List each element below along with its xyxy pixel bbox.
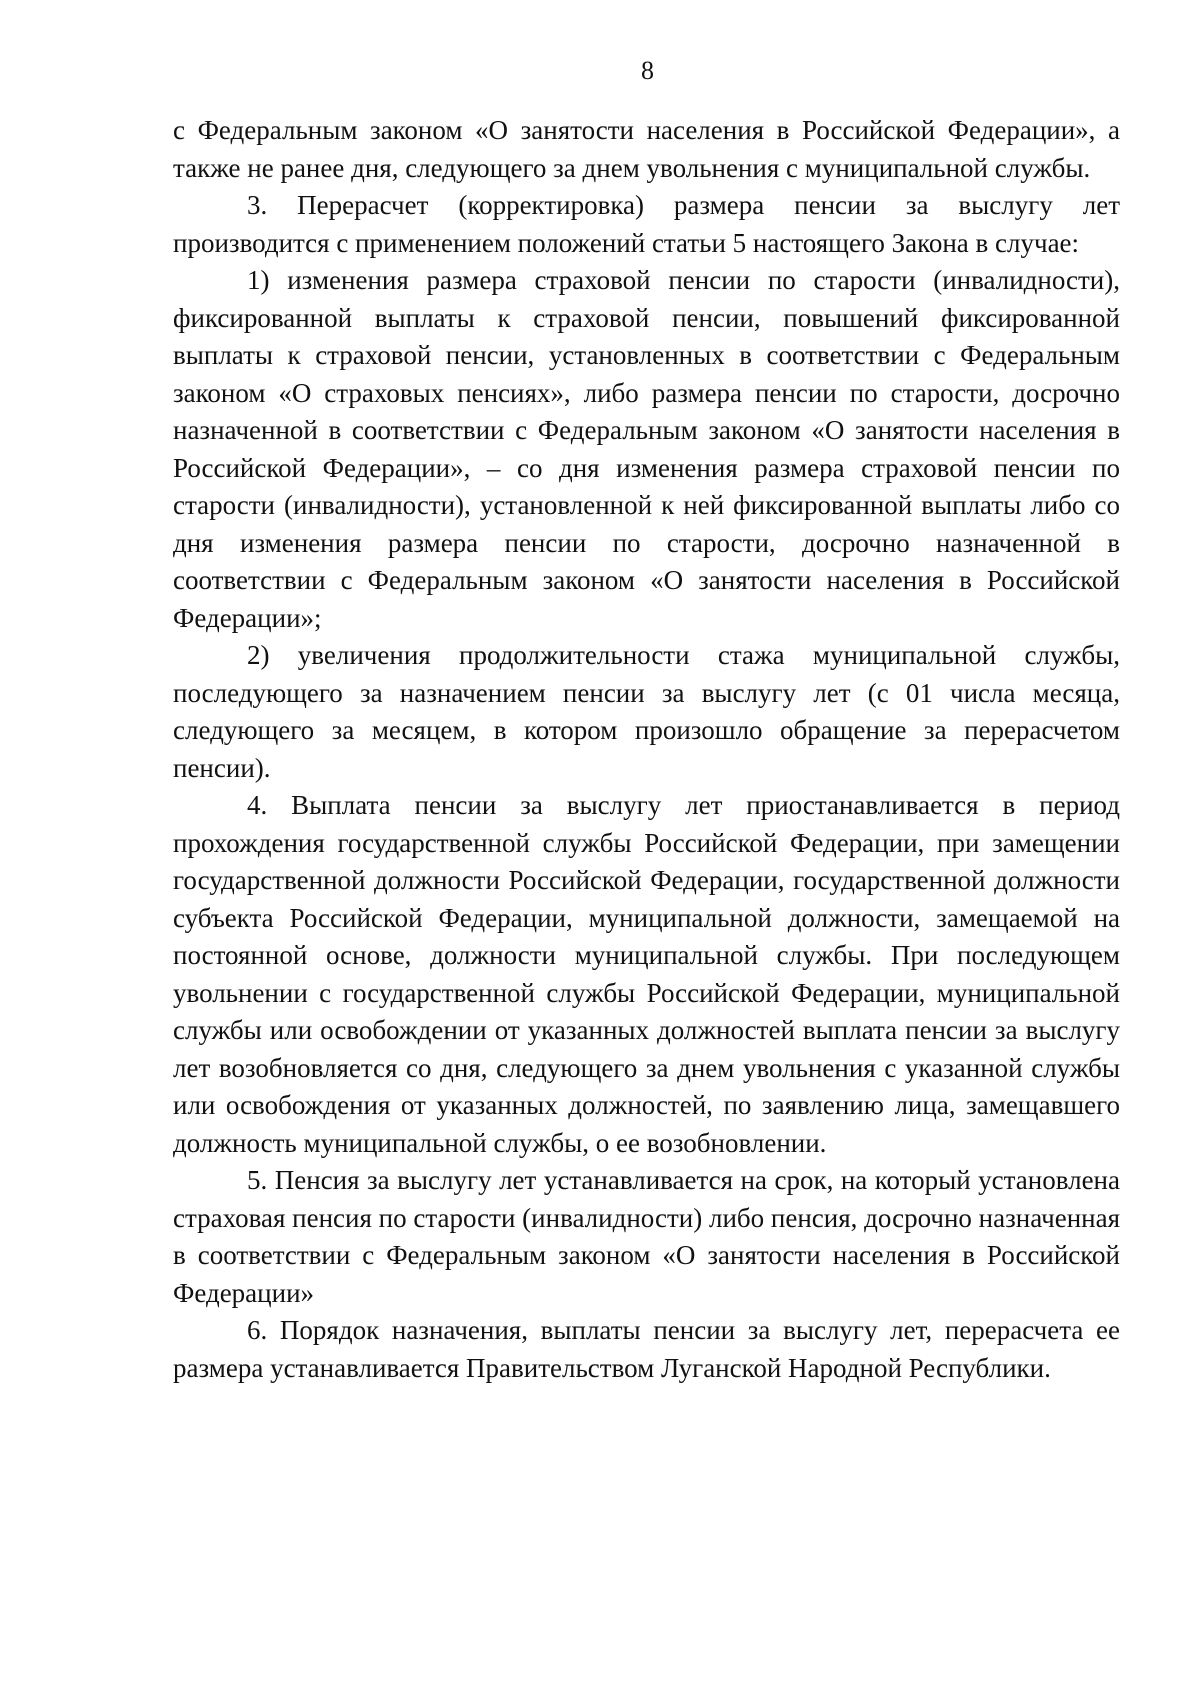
document-body xyxy=(173,112,1120,1387)
paragraph-item-3: 3. Перерасчет (корректировка) размера пенсии за выслугу лет производится с применением положений статьи 5 настоящего Закона в случае: xyxy=(173,190,1120,258)
paragraph-item-3-1: 1) изменения размера страховой пенсии по старости (инвалидности), фиксированной выплаты к страховой пенсии, повышений фиксированной выплаты к страховой пенсии, установленных в соответствии с Федеральным законом «О страховых пенсиях», либо размера пенсии по старости, досрочно назначенной в соответствии с Федеральным законом «О занятости населения в Российской Федерации», – со дня изменения размера страховой пенсии по старости (инвалидности), установленной к ней фиксированной выплаты либо со дня изменения размера пенсии по старости, досрочно назначенной в соответствии с Федеральным законом «О занятости населения в Российской Федерации»; xyxy=(173,265,1120,633)
paragraph-continuation: с Федеральным законом «О занятости населения в Российской Федерации», а также не ранее дня, следующего за днем увольнения с муниципальной службы. xyxy=(173,115,1120,183)
page-number: 8 xyxy=(641,56,654,85)
paragraph-item-3-2: 2) увеличения продолжительности стажа муниципальной службы, последующего за назначением пенсии за выслугу лет (с 01 числа месяца, следующего за месяцем, в котором произошло обращение за перерасчетом пенсии). xyxy=(173,640,1120,783)
paragraph-item-6: 6. Порядок назначения, выплаты пенсии за выслугу лет, перерасчета ее размера устанавливается Правительством Луганской Народной Республики. xyxy=(173,1315,1120,1383)
paragraph-item-4: 4. Выплата пенсии за выслугу лет приостанавливается в период прохождения государственной службы Российской Федерации, при замещении государственной должности Российской Федерации, государственной должности субъекта Российской Федерации, муниципальной должности, замещаемой на постоянной основе, должности муниципальной службы. При последующем увольнении с государственной службы Российской Федерации, муниципальной службы или освобождении от указанных должностей выплата пенсии за выслугу лет возобновляется со дня, следующего за днем увольнения с указанной службы или освобождения от указанных должностей, по заявлению лица, замещавшего должность муниципальной службы, о ее возобновлении. xyxy=(173,790,1120,1158)
paragraph-item-5: 5. Пенсия за выслугу лет устанавливается на срок, на который установлена страховая пенсия по старости (инвалидности) либо пенсия, досрочно назначенная в соответствии с Федеральным законом «О занятости населения в Российской Федерации» xyxy=(173,1165,1120,1308)
